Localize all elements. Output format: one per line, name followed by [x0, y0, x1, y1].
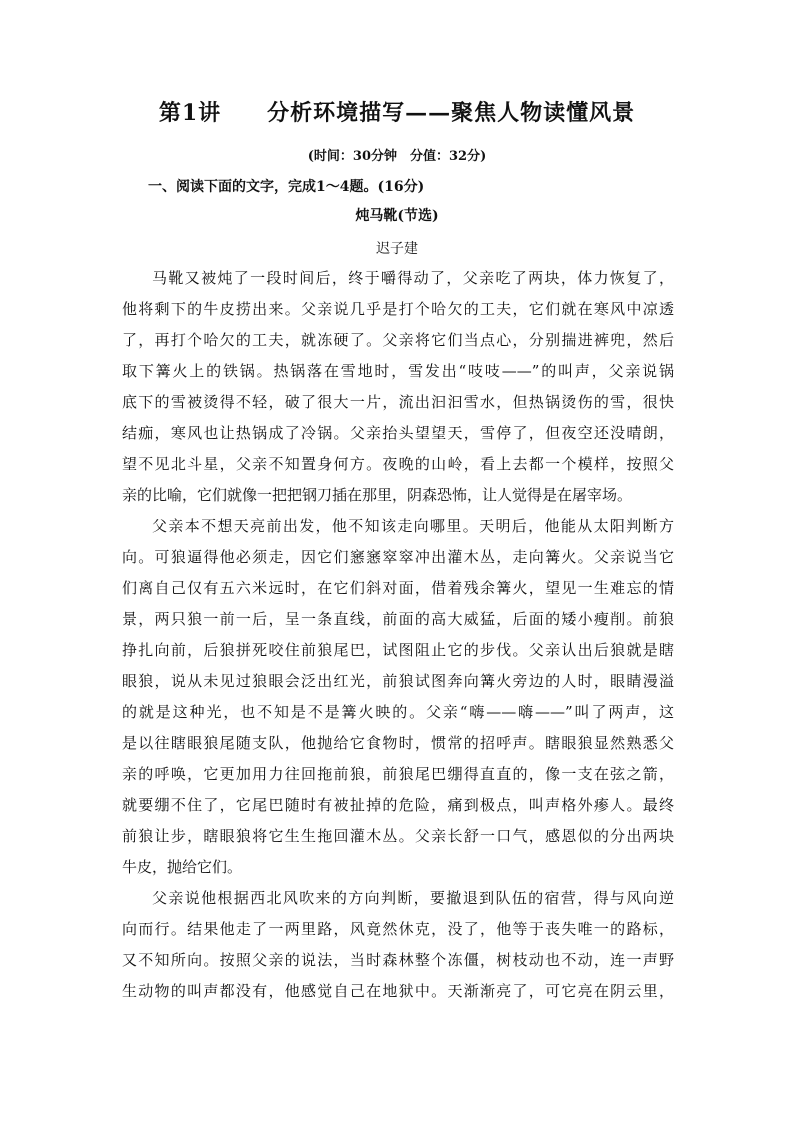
paragraph-line: 的就是这种光，也不知是不是篝火映的。父亲“嗨——嗨——”叫了两声，这: [122, 703, 674, 721]
paragraph-line: 他将剩下的牛皮捞出来。父亲说几乎是打个哈欠的工夫，它们就在寒风中凉透: [122, 300, 674, 318]
article-paragraph: [122, 263, 674, 511]
paragraph-line: 取下篝火上的铁锅。热锅落在雪地时，雪发出“吱吱——”的叫声，父亲说锅: [122, 362, 674, 380]
paragraph-line: 生动物的叫声都没有，他感觉自己在地狱中。天渐渐亮了，可它亮在阴云里，: [122, 982, 674, 1000]
paragraph-line: 底下的雪被烫得不轻，破了很大一片，流出汩汩雪水，但热锅烫伤的雪，很快: [122, 393, 674, 411]
paragraph-line: 父亲本不想天亮前出发，他不知该走向哪里。天明后，他能从太阳判断方: [152, 517, 674, 535]
paragraph-line: 眼狼，说从未见过狼眼会泛出红光，前狼试图奔向篝火旁边的人时，眼睛漫溢: [122, 672, 674, 690]
lesson-title: 第1讲 分析环境描写——聚焦人物读懂风景: [158, 100, 636, 126]
section-heading: 一、阅读下面的文字，完成1～4题。(16分): [148, 179, 425, 195]
paragraph-line: 挣扎向前，后狼拼死咬住前狼尾巴，试图阻止它的步伐。父亲认出后狼就是瞎: [122, 641, 674, 659]
paragraph-line: 就要绷不住了，它尾巴随时有被扯掉的危险，痛到极点，叫声格外瘆人。最终: [122, 796, 674, 814]
paragraph-line: 父亲说他根据西北风吹来的方向判断，要撤退到队伍的宿营，得与风向逆: [152, 889, 674, 907]
paragraph-line: 望不见北斗星，父亲不知置身何方。夜晚的山岭，看上去都一个模样，按照父: [122, 455, 674, 473]
paragraph-line: 牛皮，抛给它们。: [122, 858, 243, 876]
article-author: 迟子建: [376, 241, 418, 257]
paragraph-line: 亲的比喻，它们就像一把把钢刀插在那里，阴森恐怖，让人觉得是在屠宰场。: [122, 486, 633, 504]
paragraph-line: 向。可狼逼得他必须走，因它们窸窸窣窣冲出灌木丛，走向篝火。父亲说当它: [122, 548, 674, 566]
article-paragraph: [122, 511, 674, 883]
paragraph-line: 向而行。结果他走了一两里路，风竟然休克，没了，他等于丧失唯一的路标，: [122, 920, 674, 938]
paragraph-line: 是以往瞎眼狼尾随支队，他抛给它食物时，惯常的招呼声。瞎眼狼显然熟悉父: [122, 734, 674, 752]
paragraph-line: 结痂，寒风也让热锅成了冷锅。父亲抬头望望天，雪停了，但夜空还没晴朗，: [122, 424, 674, 442]
article-paragraph: [122, 883, 674, 1007]
article-body: [122, 263, 674, 1007]
paragraph-line: 马靴又被炖了一段时间后，终于嚼得动了，父亲吃了两块，体力恢复了，: [152, 269, 674, 287]
paragraph-line: 景，两只狼一前一后，呈一条直线，前面的高大威猛，后面的矮小瘦削。前狼: [122, 610, 674, 628]
paragraph-line: 亲的呼唤，它更加用力往回拖前狼，前狼尾巴绷得直直的，像一支在弦之箭，: [122, 765, 674, 783]
article-title: 炖马靴(节选): [355, 208, 439, 224]
paragraph-line: 们离自己仅有五六米远时，在它们斜对面，借着残余篝火，望见一生难忘的情: [122, 579, 674, 597]
time-and-score: (时间：30分钟 分值：32分): [307, 149, 487, 164]
paragraph-line: 前狼让步，瞎眼狼将它生生拖回灌木丛。父亲长舒一口气，感恩似的分出两块: [122, 827, 674, 845]
paragraph-line: 了，再打个哈欠的工夫，就冻硬了。父亲将它们当点心，分别揣进裤兜，然后: [122, 331, 674, 349]
paragraph-line: 又不知所向。按照父亲的说法，当时森林整个冻僵，树枝动也不动，连一声野: [122, 951, 674, 969]
